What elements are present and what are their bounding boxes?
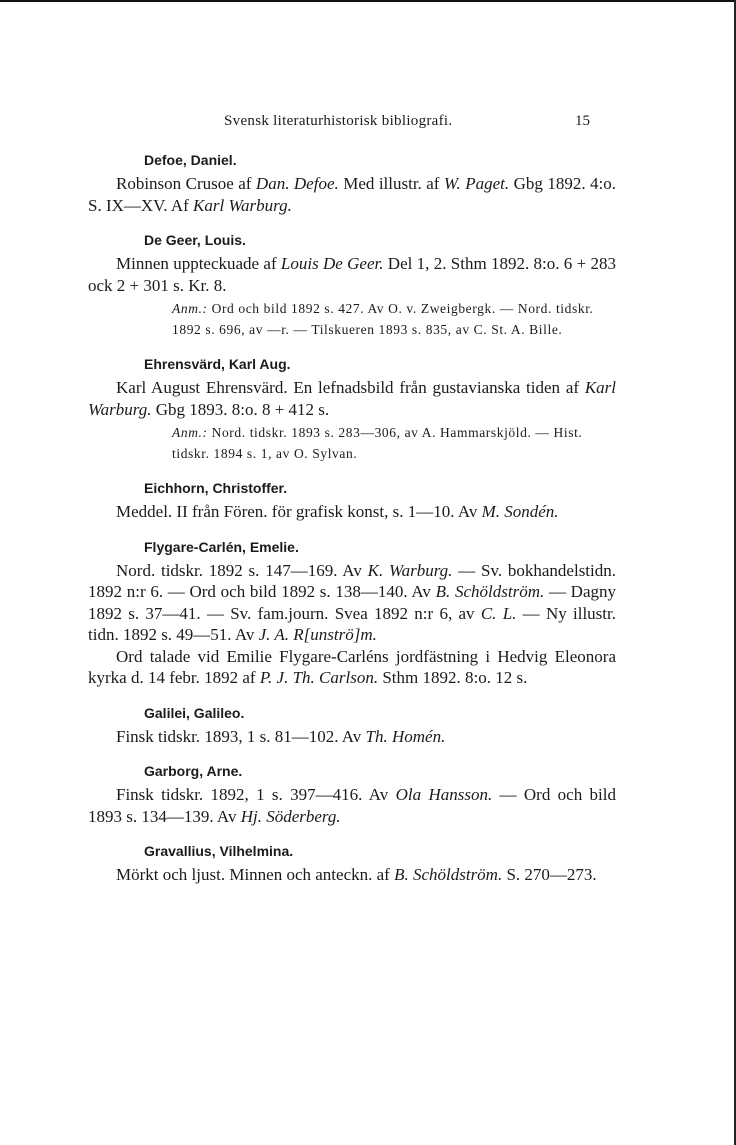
italic-run: Th. Homén. bbox=[365, 726, 446, 746]
bibliography-entry bbox=[88, 761, 616, 827]
entry-author-heading: Gravallius, Vilhelmina. bbox=[144, 843, 294, 859]
entry-author-heading: Flygare-Carlén, Emelie. bbox=[144, 538, 299, 555]
bibliography-entry bbox=[88, 478, 616, 523]
italic-run: W. Paget. bbox=[443, 174, 510, 193]
text-run: Finsk tidskr. 1892, 1 s. 397—416. Av bbox=[116, 785, 396, 804]
italic-run: P. J. Th. Carlson. bbox=[259, 668, 379, 687]
entry-citation bbox=[88, 253, 616, 296]
entry-author-heading: Galilei, Galileo. bbox=[144, 704, 245, 721]
text-run: Nord. tidskr. 1893 s. 283—306, av A. Hammarskjöld. — Hist. tidskr. 1894 s. 1, av O. Sylvan. bbox=[172, 425, 583, 461]
text-run: Nord. tidskr. 1892 s. 147—169. Av bbox=[116, 560, 368, 580]
text-run: Del 1, 2. Sthm 1892. 8:o. 6 + 283 ock 2 + 301 s. Kr. 8. bbox=[88, 254, 616, 295]
text-run: Karl August Ehrensvärd. En lefnadsbild från gustavianska tiden af bbox=[116, 378, 585, 397]
italic-run: Hj. Söderberg. bbox=[240, 806, 341, 826]
bibliography-entry bbox=[88, 230, 616, 340]
entry-citation bbox=[88, 726, 616, 748]
bibliography-entry bbox=[88, 841, 616, 886]
italic-run: B. Schöldström. bbox=[394, 865, 503, 884]
text-run: — Sv. bokhandelstidn. 1892 n:r 6. — Ord och bild 1892 s. 138—140. Av bbox=[88, 560, 617, 601]
entry-citation bbox=[88, 864, 616, 886]
entry-citation bbox=[88, 173, 616, 216]
entry-annotation bbox=[88, 422, 616, 464]
text-run: Med illustr. af bbox=[338, 174, 444, 193]
text-run: Meddel. II från Fören. för grafisk konst, s. 1—10. Av bbox=[116, 502, 482, 521]
bibliography-entry bbox=[88, 354, 616, 464]
page-number: 15 bbox=[575, 113, 590, 129]
entry-annotation bbox=[88, 298, 616, 340]
text-run: Finsk tidskr. 1893, 1 s. 81—102. Av bbox=[116, 726, 366, 746]
text-run: Ord och bild 1892 s. 427. Av O. v. Zweigbergk. — Nord. tidskr. 1892 s. 696, av —r. — Tilskueren 1893 s. 835, av C. St. A. Bille. bbox=[172, 301, 594, 337]
text-run: Mörkt och ljust. Minnen och anteckn. af bbox=[116, 865, 395, 884]
text-run: Sthm 1892. 8:o. 12 s. bbox=[378, 668, 528, 687]
italic-run: Anm.: bbox=[172, 301, 208, 316]
italic-run: J. A. R[unströ]m. bbox=[258, 625, 377, 644]
bibliography-entries bbox=[88, 150, 616, 900]
italic-run: Anm.: bbox=[172, 425, 208, 440]
bibliography-entry bbox=[88, 703, 616, 748]
text-run: Robinson Crusoe af bbox=[116, 174, 256, 193]
italic-run: Louis De Geer. bbox=[280, 254, 384, 273]
bibliography-entry bbox=[88, 537, 616, 689]
text-run: Gbg 1892. 4:o. S. IX—XV. Af bbox=[88, 174, 617, 215]
entry-author-heading: Eichhorn, Christoffer. bbox=[144, 480, 288, 496]
italic-run: Karl Warburg. bbox=[88, 378, 616, 419]
entry-author-heading: Ehrensvärd, Karl Aug. bbox=[144, 356, 291, 372]
text-run: Minnen uppteckuade af bbox=[116, 254, 281, 273]
italic-run: B. Schöldström. bbox=[435, 582, 545, 601]
italic-run: K. Warburg. bbox=[367, 560, 453, 580]
italic-run: Ola Hansson. bbox=[395, 785, 493, 804]
bibliography-entry bbox=[88, 150, 616, 216]
entry-citation bbox=[88, 560, 616, 646]
text-run: Ord talade vid Emilie Flygare-Carléns jordfästning i Hedvig Eleonora kyrka d. 14 febr. 1892 af bbox=[88, 646, 616, 687]
italic-run: C. L. bbox=[480, 603, 517, 623]
running-title: Svensk literaturhistorisk bibliografi. bbox=[224, 113, 453, 129]
page-header bbox=[0, 113, 736, 135]
scan-edge-top bbox=[0, 0, 736, 2]
entry-citation bbox=[88, 646, 616, 689]
entry-author-heading: Garborg, Arne. bbox=[144, 763, 243, 779]
text-run: S. 270—273. bbox=[502, 865, 597, 884]
text-run: — Ny illustr. tidn. 1892 s. 49—51. Av bbox=[88, 603, 616, 644]
entry-author-heading: Defoe, Daniel. bbox=[144, 152, 237, 168]
entry-citation bbox=[88, 377, 616, 420]
text-run: Gbg 1893. 8:o. 8 + 412 s. bbox=[151, 399, 330, 419]
text-run: — Dagny 1892 s. 37—41. — Sv. fam.journ. Svea 1892 n:r 6, av bbox=[88, 582, 617, 623]
entry-citation bbox=[88, 501, 616, 523]
entry-author-heading: De Geer, Louis. bbox=[144, 232, 246, 248]
italic-run: M. Sondén. bbox=[481, 502, 559, 521]
text-run: — Ord och bild 1893 s. 134—139. Av bbox=[88, 785, 616, 826]
entry-citation bbox=[88, 784, 616, 827]
italic-run: Karl Warburg. bbox=[193, 195, 292, 215]
italic-run: Dan. Defoe. bbox=[255, 174, 339, 193]
